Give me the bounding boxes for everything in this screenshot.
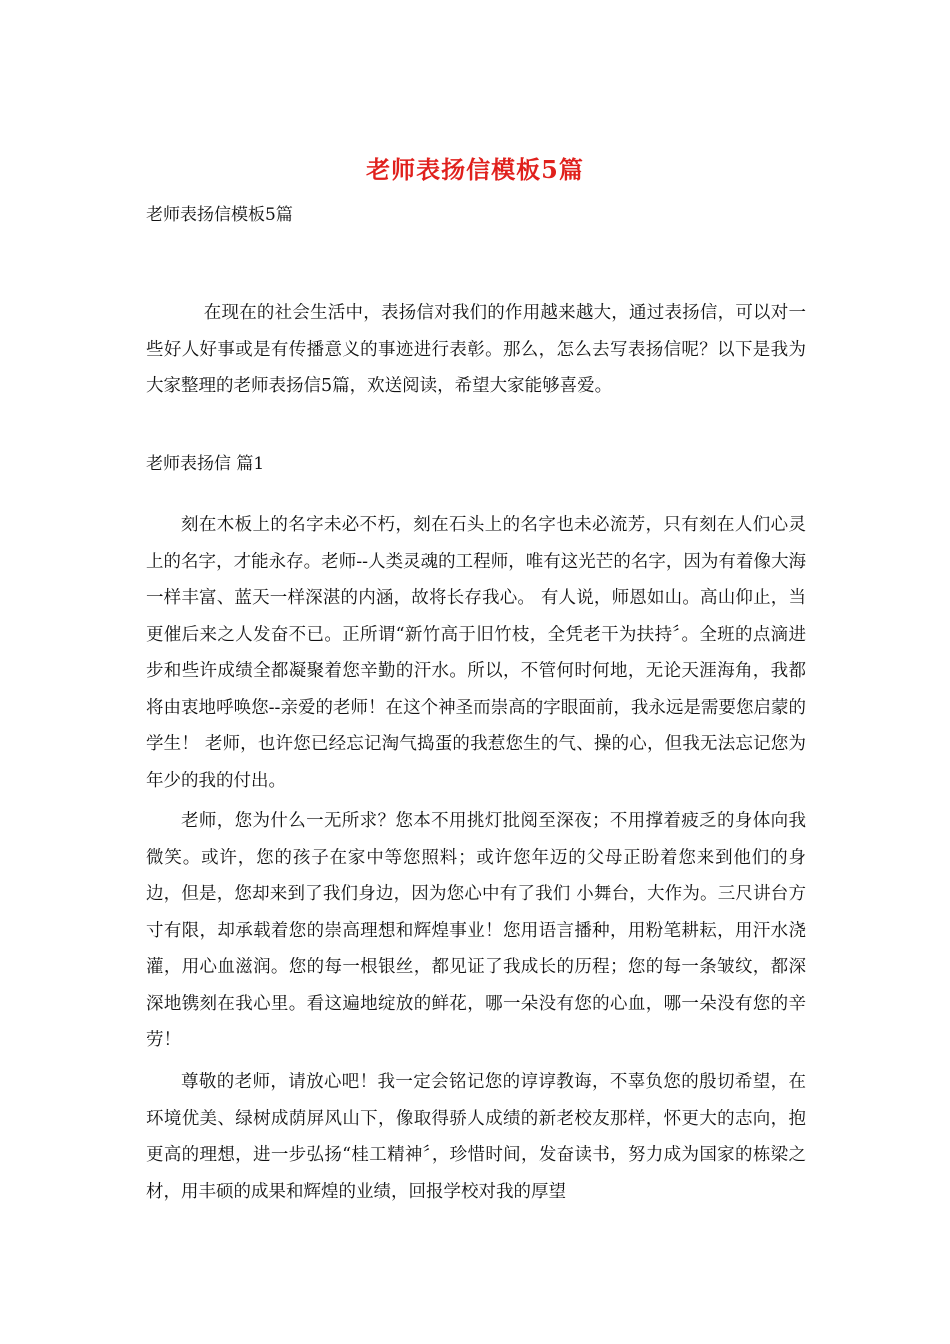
section-heading: 老师表扬信 篇1	[146, 454, 265, 474]
document-subtitle: 老师表扬信模板5篇	[146, 205, 293, 225]
intro-paragraph: 在现在的社会生活中，表扬信对我们的作用越来越大，通过表扬信，可以对一些好人好事或是有传播意义的事迹进行表彰。那么，怎么去写表扬信呢？以下是我为大家整理的老师表扬信5篇，欢送阅读，希望大家能够喜爱。	[146, 303, 806, 396]
body-paragraph: 尊敬的老师，请放心吧！我一定会铭记您的谆谆教诲，不辜负您的殷切希望，在环境优美、绿树成荫屏风山下，像取得骄人成绩的新老校友那样，怀更大的志向，抱更高的理想，进一步弘扬“桂工精神〞，珍惜时间，发奋读书，努力成为国家的栋梁之材，用丰硕的成果和辉煌的业绩，回报学校对我的厚望	[146, 1072, 806, 1202]
body-paragraph: 老师，您为什么一无所求？您本不用挑灯批阅至深夜；不用撑着疲乏的身体向我微笑。或许，您的孩子在家中等您照料；或许您年迈的父母正盼着您来到他们的身边，但是，您却来到了我们身边，因为您心中有了我们 小舞台，大作为。三尺讲台方寸有限，却承载着您的崇高理想和辉煌事业！您用语言播种，用粉笔耕耘，用汗水浇灌，用心血滋润。您的每一根银丝，都见证了我成长的历程；您的每一条皱纹，都深深地镌刻在我心里。看这遍地绽放的鲜花，哪一朵没有您的心血，哪一朵没有您的辛劳！	[146, 811, 806, 1050]
document-title: 老师表扬信模板5篇	[366, 155, 584, 184]
body-paragraph: 刻在木板上的名字未必不朽，刻在石头上的名字也未必流芳，只有刻在人们心灵上的名字，才能永存。老师--人类灵魂的工程师，唯有这光芒的名字，因为有着像大海一样丰富、蓝天一样深湛的内涵，故将长存我心。 有人说，师恩如山。高山仰止，当更催后来之人发奋不已。正所谓“新竹高于旧竹枝，全凭老干为扶持〞。全班的点滴进步和些许成绩全都凝聚着您辛勤的汗水。所以，不管何时何地，无论天涯海角，我都将由衷地呼唤您--亲爱的老师！在这个神圣而崇高的字眼面前，我永远是需要您启蒙的学生！ 老师，也许您已经忘记淘气捣蛋的我惹您生的气、操的心，但我无法忘记您为年少的我的付出。	[146, 515, 806, 791]
